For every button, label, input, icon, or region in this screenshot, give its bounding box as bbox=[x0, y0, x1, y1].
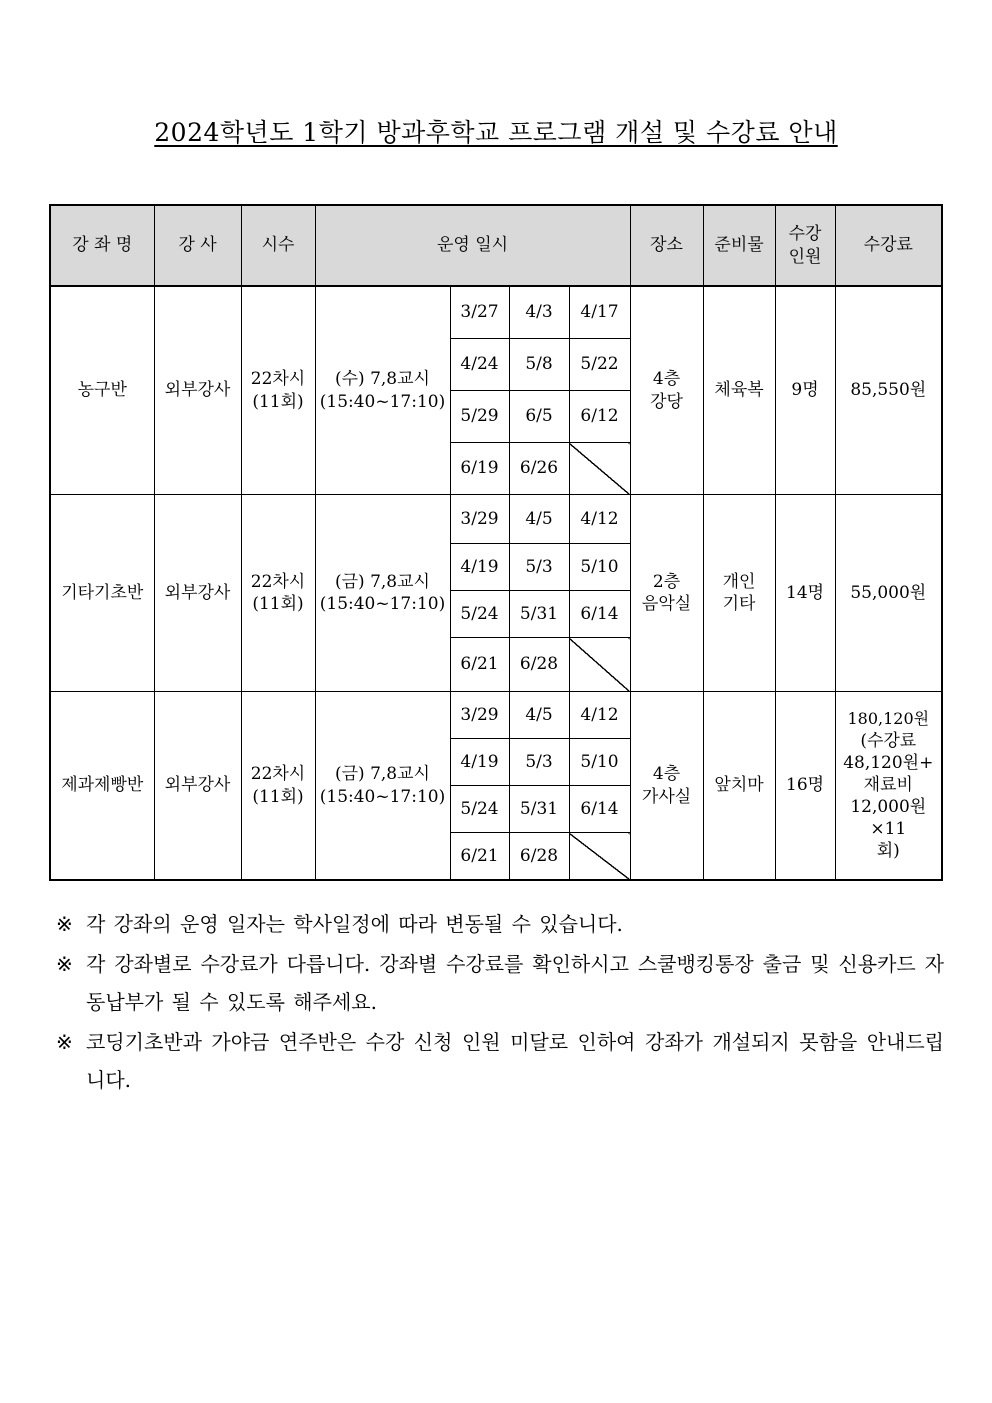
date-cell: 5/24 bbox=[450, 786, 509, 833]
note-text: 코딩기초반과 가야금 연주반은 수강 신청 인원 미달로 인하여 강좌가 개설되지 못함을 안내드립니다. bbox=[86, 1030, 944, 1092]
note-item bbox=[56, 905, 944, 943]
date-cell: 4/17 bbox=[569, 286, 630, 339]
header-course: 강 좌 명 bbox=[50, 205, 154, 286]
table-row bbox=[50, 495, 942, 544]
supplies-cell-line2: 기타 bbox=[722, 594, 756, 614]
date-cell: 4/5 bbox=[509, 692, 569, 739]
fee-line: 48,120원+ bbox=[843, 752, 934, 773]
notes-section bbox=[56, 905, 944, 1101]
date-cell: 4/3 bbox=[509, 286, 569, 339]
header-supplies: 준비물 bbox=[703, 205, 775, 286]
place-cell bbox=[630, 692, 703, 881]
date-cell: 5/8 bbox=[509, 339, 569, 391]
date-cell bbox=[569, 638, 630, 692]
note-mark: ※ bbox=[56, 912, 73, 936]
table-header-row bbox=[50, 205, 942, 286]
date-cell: 6/14 bbox=[569, 591, 630, 638]
place-cell-line1: 4층 bbox=[652, 369, 681, 390]
supplies-cell bbox=[703, 286, 775, 495]
date-cell: 6/5 bbox=[509, 391, 569, 443]
fee-line: 회) bbox=[876, 841, 900, 862]
course-name-cell: 기타기초반 bbox=[50, 495, 154, 692]
course-name-cell: 제과제빵반 bbox=[50, 692, 154, 881]
hours-cell-line2: (11회) bbox=[252, 786, 304, 807]
header-instructor: 강 사 bbox=[154, 205, 241, 286]
time-cell-line2: (15:40~17:10) bbox=[319, 786, 446, 807]
date-cell: 6/21 bbox=[450, 638, 509, 692]
fee-line: 55,000원 bbox=[850, 582, 927, 603]
hours-cell-line2: (11회) bbox=[252, 594, 304, 614]
fee-cell bbox=[835, 286, 942, 495]
date-cell: 4/19 bbox=[450, 739, 509, 786]
date-cell: 6/21 bbox=[450, 833, 509, 881]
place-cell bbox=[630, 495, 703, 692]
fee-cell bbox=[835, 495, 942, 692]
note-text: 각 강좌의 운영 일자는 학사일정에 따라 변동될 수 있습니다. bbox=[86, 912, 623, 936]
date-cell: 4/24 bbox=[450, 339, 509, 391]
fee-line: 재료비 bbox=[863, 774, 913, 795]
time-cell-line1: (금) 7,8교시 bbox=[335, 571, 430, 592]
hours-cell-line1: 22차시 bbox=[250, 764, 306, 785]
header-capacity-line2: 인원 bbox=[788, 246, 822, 267]
date-cell: 4/5 bbox=[509, 495, 569, 544]
time-cell bbox=[315, 286, 450, 495]
header-hours: 시수 bbox=[241, 205, 315, 286]
date-cell: 6/26 bbox=[509, 443, 569, 495]
date-cell: 5/22 bbox=[569, 339, 630, 391]
header-place: 장소 bbox=[630, 205, 703, 286]
course-name-cell: 농구반 bbox=[50, 286, 154, 495]
fee-line: 180,120원 bbox=[847, 708, 930, 728]
page-title-text: 2024학년도 1학기 방과후학교 프로그램 개설 및 수강료 안내 bbox=[154, 118, 838, 147]
course-table bbox=[49, 204, 943, 881]
date-cell: 5/3 bbox=[509, 739, 569, 786]
time-cell-line1: (수) 7,8교시 bbox=[335, 369, 430, 390]
supplies-cell bbox=[703, 692, 775, 881]
date-cell: 6/12 bbox=[569, 391, 630, 443]
note-mark: ※ bbox=[56, 952, 73, 976]
fee-cell bbox=[835, 692, 942, 881]
place-cell bbox=[630, 286, 703, 495]
hours-cell bbox=[241, 286, 315, 495]
place-cell-line1: 2층 bbox=[652, 571, 681, 592]
date-cell: 3/29 bbox=[450, 692, 509, 739]
hours-cell-line1: 22차시 bbox=[250, 571, 306, 592]
date-cell: 6/28 bbox=[509, 833, 569, 881]
instructor-cell: 외부강사 bbox=[154, 495, 241, 692]
note-item bbox=[56, 945, 944, 1021]
date-cell: 5/31 bbox=[509, 786, 569, 833]
fee-line: 12,000원×11 bbox=[850, 796, 927, 839]
date-cell: 5/3 bbox=[509, 544, 569, 591]
date-cell: 5/29 bbox=[450, 391, 509, 443]
place-cell-line2: 음악실 bbox=[641, 594, 692, 614]
instructor-cell: 외부강사 bbox=[154, 692, 241, 881]
date-cell: 6/28 bbox=[509, 638, 569, 692]
note-item bbox=[56, 1023, 944, 1099]
note-text: 각 강좌별로 수강료가 다릅니다. 강좌별 수강료를 확인하시고 스쿨뱅킹통장 출금 및 신용카드 자동납부가 될 수 있도록 해주세요. bbox=[86, 952, 944, 1014]
header-capacity-line1: 수강 bbox=[788, 224, 822, 245]
date-cell: 5/31 bbox=[509, 591, 569, 638]
time-cell bbox=[315, 495, 450, 692]
capacity-cell: 14명 bbox=[775, 495, 835, 692]
fee-line: 85,550원 bbox=[850, 380, 927, 401]
date-cell: 4/12 bbox=[569, 692, 630, 739]
date-cell: 3/27 bbox=[450, 286, 509, 339]
hours-cell bbox=[241, 692, 315, 881]
header-fee: 수강료 bbox=[835, 205, 942, 286]
table-row bbox=[50, 692, 942, 739]
place-cell-line2: 강당 bbox=[650, 391, 683, 412]
capacity-cell: 16명 bbox=[775, 692, 835, 881]
time-cell-line1: (금) 7,8교시 bbox=[335, 764, 430, 785]
date-cell: 5/24 bbox=[450, 591, 509, 638]
capacity-cell: 9명 bbox=[775, 286, 835, 495]
date-cell bbox=[569, 833, 630, 881]
date-cell: 4/19 bbox=[450, 544, 509, 591]
page-title bbox=[0, 113, 992, 149]
date-cell: 5/10 bbox=[569, 739, 630, 786]
supplies-cell-line1: 체육복 bbox=[714, 380, 764, 401]
hours-cell bbox=[241, 495, 315, 692]
time-cell-line2: (15:40~17:10) bbox=[319, 391, 446, 412]
instructor-cell: 외부강사 bbox=[154, 286, 241, 495]
time-cell bbox=[315, 692, 450, 881]
header-capacity bbox=[775, 205, 835, 286]
date-cell bbox=[569, 443, 630, 495]
date-cell: 6/14 bbox=[569, 786, 630, 833]
supplies-cell bbox=[703, 495, 775, 692]
supplies-cell-line1: 개인 bbox=[722, 571, 756, 592]
date-cell: 6/19 bbox=[450, 443, 509, 495]
note-mark: ※ bbox=[56, 1030, 73, 1054]
date-cell: 3/29 bbox=[450, 495, 509, 544]
date-cell: 4/12 bbox=[569, 495, 630, 544]
date-cell: 5/10 bbox=[569, 544, 630, 591]
fee-line: (수강료 bbox=[860, 730, 917, 751]
hours-cell-line2: (11회) bbox=[252, 391, 304, 412]
place-cell-line1: 4층 bbox=[652, 764, 681, 785]
time-cell-line2: (15:40~17:10) bbox=[319, 594, 446, 614]
header-schedule: 운영 일시 bbox=[315, 205, 630, 286]
supplies-cell-line1: 앞치마 bbox=[714, 775, 764, 796]
place-cell-line2: 가사실 bbox=[641, 786, 692, 807]
hours-cell-line1: 22차시 bbox=[250, 369, 306, 390]
table-row bbox=[50, 286, 942, 339]
course-table-body bbox=[50, 286, 942, 880]
